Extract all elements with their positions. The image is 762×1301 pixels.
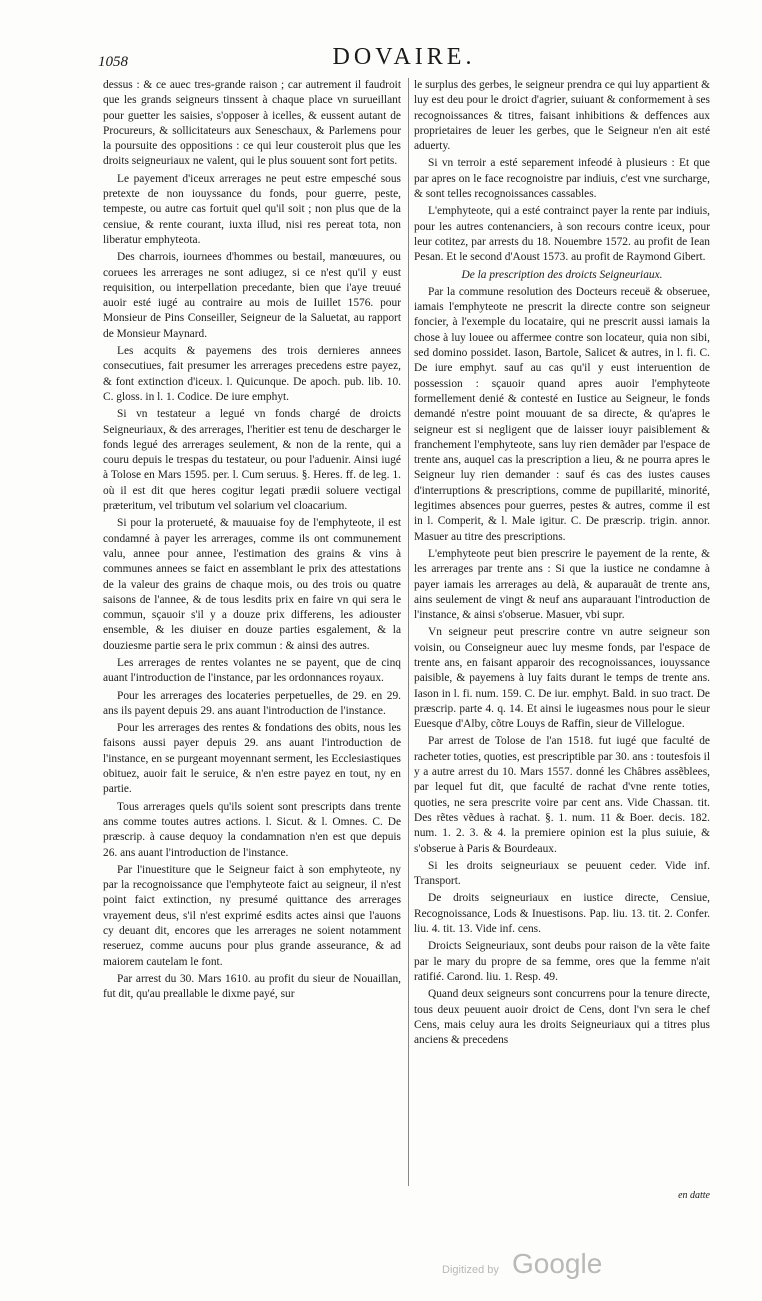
watermark-prefix: Digitized by — [442, 1264, 499, 1276]
paragraph: Les acquits & payemens des trois dernieres annees consecutiues, fait presumer les arrerages precedens estre payez, & font extinction d'iceux. l. Quicunque. De apoch. pub. lib. 10. C. gloss. in l. 1. Codice. De iure emphyt. — [103, 345, 401, 403]
paragraph: Droicts Seigneuriaux, sont deubs pour raison de la vẽte faite par le mary du propre de sa femme, ores que la femme n'ait ratifié. Carond. liu. 1. Resp. 49. — [414, 940, 710, 983]
column-divider — [408, 78, 409, 1186]
paragraph: Des charrois, iournees d'hommes ou bestail, manœuures, ou coruees les arrerages ne sont adiugez, si ce n'est qu'il y eust requisition, ou interpellation precedante, bien que i'aye treuué auoir esté iugé au contraire au mois de Iuillet 1576. pour Monsieur de Pins Conseiller, Seigneur de la Saluetat, au rapport de Monsieur Maynard. — [103, 251, 401, 340]
left-column — [103, 78, 401, 1005]
paragraph: L'emphyteote peut bien prescrire le payement de la rente, & les arrerages par trente ans : Si que la iustice ne condamne à payer iamais les arrerages au delà, & auparauãt de trente ans, ains seulement de vingt & neuf ans auparauant l'introduction de l'instance, & ainsi s'obserue. Masuer, vbi supr. — [414, 547, 710, 622]
paragraph: Si les droits seigneuriaux se peuuent ceder. Vide inf. Transport. — [414, 859, 710, 888]
paragraph: De droits seigneuriaux en iustice directe, Censiue, Recognoissance, Lods & Inuestisons. Pap. liu. 13. tit. 2. Confer. liu. 4. tit. 13. Vide inf. cens. — [414, 892, 710, 936]
paragraph: Le payement d'iceux arrerages ne peut estre empesché sous pretexte de non iouyssance du fonds, pour guerre, peste, tempeste, ou autre cas fortuit quel qu'il soit ; non plus que de la censiue, & rente courant, iuxta illud, nisi res pereat tota, non liberatur emphyteota. — [103, 172, 401, 246]
paragraph: le surplus des gerbes, le seigneur prendra ce qui luy appartient & luy est deu pour le droict d'agrier, suiuant & conformement à ses recognoissances & titres, faisant inhibitions & deffences aux proprietaires de leuer les gerbes, que le Seigneur n'en ait esté aduerty. — [414, 79, 710, 153]
page-header — [98, 44, 710, 74]
page-number: 1058 — [98, 54, 128, 70]
paragraph: Par arrest du 30. Mars 1610. au profit du sieur de Nouaillan, fut dit, qu'au preallable le dixme payé, sur — [103, 972, 401, 1001]
paragraph: dessus : & ce auec tres-grande raison ; car autrement il faudroit que les grands seigneurs tinssent à chaque place vn surueillant pour guetter les saisies, s'opposer à icelles, & eussent autant de Procureurs, & sollicitateurs aux Seneschaux, & Parlemens pour la poursuite des oppositions : ce qui leur cousteroit plus que les droits seigneuriaux ne valent, qui le plus souuent sont fort petits. — [103, 79, 401, 168]
running-title: DOVAIRE. — [332, 44, 476, 70]
paragraph: Les arrerages de rentes volantes ne se payent, que de cinq auant l'introduction de l'instance, par les ordonnances royaux. — [103, 656, 401, 685]
paragraph: Si vn testateur a legué vn fonds chargé de droicts Seigneuriaux, & des arrerages, l'heritier est tenu de descharger le fonds legué des arrerages seulement, & non de la rente, qui a couru depuis le trespas du testateur, ou pour l'aduenir. Ainsi iugé à Tolose en Mars 1595. per. l. Cum seruus. §. Heres. ff. de leg. 1. où il est dit que heres cogitur legati prædii soluere vectigal præteritum, vel tributum vel solarium vel cloacarium. — [103, 408, 401, 513]
paragraph: Par la commune resolution des Docteurs receuë & obseruee, iamais l'emphyteote ne prescrit la directe contre son seigneur foncier, à l'exemple du locataire, qui ne prescrit aussi iamais la chose à luy louee ou affermee contre son locateur, quia non sibi, sed domino possidet. Iason, Bartole, Salicet & autres, in l. fi. C. De iure emphyt. sauf au cas qu'il y eust interuention de possession : sçauoir quand apres auoir l'emphyteote formellement denié & contesté en Iustice au Seigneur, le fonds demandé n'estre point mouuant de sa directe, & qu'apres le seigneur est si negligent que de laisser iouyr paisiblement & franchement l'emphyteote, sans luy rien demãder par l'espace de trente ans, auquel cas la prescription a lieu, & ne pourra apres le Seigneur luy rien demander : sauf és cas des iustes causes d'interruptions & prescriptions, comme de pupillarité, minorité, legitimes absences pour guerres, pestes & autres, comme il est in l. Comperit, & l. Male igitur. C. De præscrip. trigin. annor. Masuer au titre des prescriptions. — [414, 285, 710, 543]
paragraph: Par l'inuestiture que le Seigneur faict à son emphyteote, ny par la recognoissance que l'emphyteote faict au seigneur, il n'est point faict extinction, ny presumé quittance des arrerages vrayement deus, s'il n'est exprimé esdits actes ainsi que l'auons cy deuant dit, encores que les arrerages ne soient notamment reseruez, comme aucuns pour plus grande asseurance, & ad maiorem cautelam le font. — [103, 863, 401, 968]
google-logo: Google — [512, 1248, 603, 1279]
right-column — [414, 78, 710, 1050]
paragraph: Si pour la proterueté, & mauuaise foy de l'emphyteote, il est condamné à payer les arrerages, comme ils ont communement valu, annee pour annee, l'estimation des grains & vins à communes annees se faict en assemblant le prix des attestations de la valeur des grains de chaque mois, ou des trois ou quatre saisons de l'annee, & de tous lesdits prix en faire vn qui sera le commun, sçauoir s'il y a douze prix differens, les adiouster ensemble, & les diuiser en douze parties esgalement, & la douziesme partie sera le prix commun : & ainsi des autres. — [103, 517, 401, 652]
paragraph: Si vn terroir a esté separement infeodé à plusieurs : Et que par apres on le face recognoistre par indiuis, c'est vne surcharge, & sont telles recognoissances cassables. — [414, 157, 710, 201]
paragraph: Tous arrerages quels qu'ils soient sont prescripts dans trente ans comme toutes autres actions. l. Sicut. & l. Omnes. C. De præscrip. à cause dequoy la condamnation n'en est que depuis 26. ans auant l'introduction de l'instance. — [103, 800, 401, 859]
digitization-watermark — [442, 1250, 642, 1286]
paragraph: Vn seigneur peut prescrire contre vn autre seigneur son voisin, ou Conseigneur auec luy mesme fonds, par l'espace de trente ans, en faisant apparoir des recognoissances, iouyssance paisible, & payemens à luy faits durant le temps de trente ans. Iason in l. fi. num. 159. C. De iur. emphyt. Bald. in suo tract. De præscrip. parte 4. q. 14. Et ainsi le iugeasmes nous pour le sieur Euesque d'Alby, cõtre Louys de Raffin, sieur de Villelogue. — [414, 626, 710, 731]
paragraph: Pour les arrerages des locateries perpetuelles, de 29. en 29. ans ils payent depuis 29. ans auant l'introduction de l'instance. — [103, 689, 401, 717]
paragraph: Quand deux seigneurs sont concurrens pour la tenure directe, tous deux peuuent auoir droict de Cens, dont l'vn sera le chef Cens, mais celuy aura les droits Seigneuriaux qui a titres plus anciens & precedens — [414, 988, 710, 1047]
paragraph: Pour les arrerages des rentes & fondations des obits, nous les faisons aussi payer depuis 29. ans auant l'introduction de l'instance, en se purgeant moyennant serment, les Ecclesiastiques obituez, auoir fait le seruice, & n'en estre payez en tout, ny en partie. — [103, 722, 401, 796]
paragraph: L'emphyteote, qui a esté contrainct payer la rente par indiuis, pour les autres contenanciers, à son recours contre iceux, pour leur cotitez, par arrests du 18. Nouembre 1572. au profit de Iean Pesan. Et le second d'Aoust 1573. au profit de Raymond Gibert. — [414, 205, 710, 264]
paragraph: Par arrest de Tolose de l'an 1518. fut iugé que faculté de racheter toties, quoties, est prescriptible par 30. ans : toutesfois il y a autre arrest du 10. Mars 1557. donné les Châbres assẽblees, par lequel fut dit, que faculté de rachat d'vne rente toties, quoties, ne sera prescrite voire par cent ans. Vide Chassan. tit. Des rẽtes vẽdues à rachat. §. 1. num. 11 & Boer. decis. 182. num. 1. 2. 3. & 4. la premiere opinion est la plus suiuie, & s'obserue à Paris & Bourdeaux. — [414, 735, 710, 855]
section-heading: De la prescription des droicts Seigneuriaux. — [461, 268, 663, 281]
catchword: en datte — [678, 1190, 710, 1201]
